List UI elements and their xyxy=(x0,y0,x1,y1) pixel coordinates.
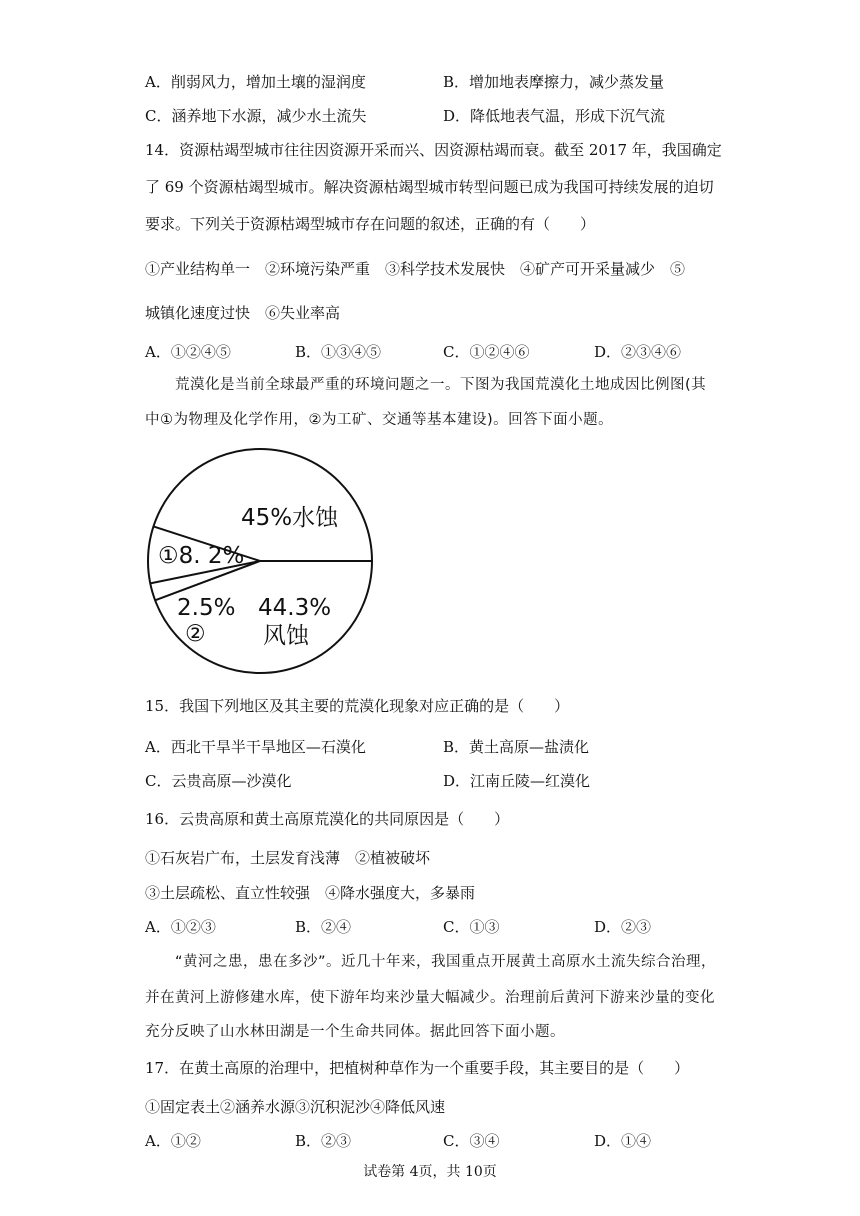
passage2-line2: 并在黄河上游修建水库，使下游年均来沙量大幅减少。治理前后黄河下游来沙量的变化 xyxy=(145,990,715,1006)
q14-option-c: C．①②④⑥ xyxy=(443,343,530,361)
q17-option-c: C．③④ xyxy=(443,1132,500,1150)
q14-stem-line1: 14．资源枯竭型城市往往因资源开采而兴、因资源枯竭而衰。截至 2017 年，我国确定 xyxy=(145,141,722,159)
q14-option-a: A．①②④⑤ xyxy=(145,343,231,361)
q17-items: ①固定表土②涵养水源③沉积泥沙④降低风速 xyxy=(145,1098,446,1116)
q15-option-a: A．西北干旱半干旱地区—石漠化 xyxy=(145,738,366,756)
page-footer: 试卷第 4页，共 10页 xyxy=(363,1164,497,1180)
q15-option-b: B．黄土高原—盐渍化 xyxy=(443,738,590,756)
q15-stem: 15．我国下列地区及其主要的荒漠化现象对应正确的是（ ） xyxy=(145,697,570,715)
q14-option-b: B．①③④⑤ xyxy=(295,343,382,361)
slice-value-wind-erosion: 44.3% xyxy=(258,595,332,621)
pie-svg xyxy=(145,446,375,676)
q17-option-d: D．①④ xyxy=(594,1132,652,1150)
q16-stem: 16．云贵高原和黄土高原荒漠化的共同原因是（ ） xyxy=(145,810,510,828)
q14-option-d: D．②③④⑥ xyxy=(594,343,682,361)
passage2-line1: “黄河之患，患在多沙”。近几十年来，我国重点开展黄土高原水土流失综合治理， xyxy=(175,954,717,970)
q13-option-b: B．增加地表摩擦力，减少蒸发量 xyxy=(443,73,665,91)
q14-items-line1: ①产业结构单一 ②环境污染严重 ③科学技术发展快 ④矿产可开采量减少 ⑤ xyxy=(145,260,686,278)
q16-option-d: D．②③ xyxy=(594,918,652,936)
q16-items-line2: ③土层疏松、直立性较强 ④降水强度大，多暴雨 xyxy=(145,884,476,902)
q15-option-c: C．云贵高原—沙漠化 xyxy=(145,772,292,790)
q16-items-line1: ①石灰岩广布，土层发育浅薄 ②植被破坏 xyxy=(145,849,431,867)
slice-name-construction: ② xyxy=(185,621,206,647)
slice-value-construction: 2.5% xyxy=(177,595,236,621)
passage1-line1: 荒漠化是当前全球最严重的环境问题之一。下图为我国荒漠化土地成因比例图(其 xyxy=(175,377,707,393)
q14-items-line2: 城镇化速度过快 ⑥失业率高 xyxy=(145,304,341,322)
q17-option-a: A．①② xyxy=(145,1132,201,1150)
q14-stem-line3: 要求。下列关于资源枯竭型城市存在问题的叙述，正确的有（ ） xyxy=(145,215,596,233)
q17-option-b: B．②③ xyxy=(295,1132,352,1150)
desertification-cause-pie-chart xyxy=(145,446,375,676)
q17-stem: 17．在黄土高原的治理中，把植树种草作为一个重要手段，其主要目的是（ ） xyxy=(145,1059,690,1077)
q13-option-a: A．削弱风力，增加土壤的湿润度 xyxy=(145,73,366,91)
q15-option-d: D．江南丘陵—红漠化 xyxy=(443,772,591,790)
q14-stem-line2: 了 69 个资源枯竭型城市。解决资源枯竭型城市转型问题已成为我国可持续发展的迫切 xyxy=(145,178,714,196)
q16-option-b: B．②④ xyxy=(295,918,352,936)
q13-option-d: D．降低地表气温，形成下沉气流 xyxy=(443,107,666,125)
passage2-line3: 充分反映了山水林田湖是一个生命共同体。据此回答下面小题。 xyxy=(145,1024,565,1040)
slice-label-physical-chemical: ①8. 2% xyxy=(158,543,245,569)
slice-name-wind-erosion: 风蚀 xyxy=(263,623,309,649)
q16-option-a: A．①②③ xyxy=(145,918,216,936)
q13-option-c: C．涵养地下水源，减少水土流失 xyxy=(145,107,367,125)
q16-option-c: C．①③ xyxy=(443,918,500,936)
passage1-line2: 中①为物理及化学作用，②为工矿、交通等基本建设)。回答下面小题。 xyxy=(145,412,614,428)
slice-label-water-erosion: 45%水蚀 xyxy=(241,505,339,531)
